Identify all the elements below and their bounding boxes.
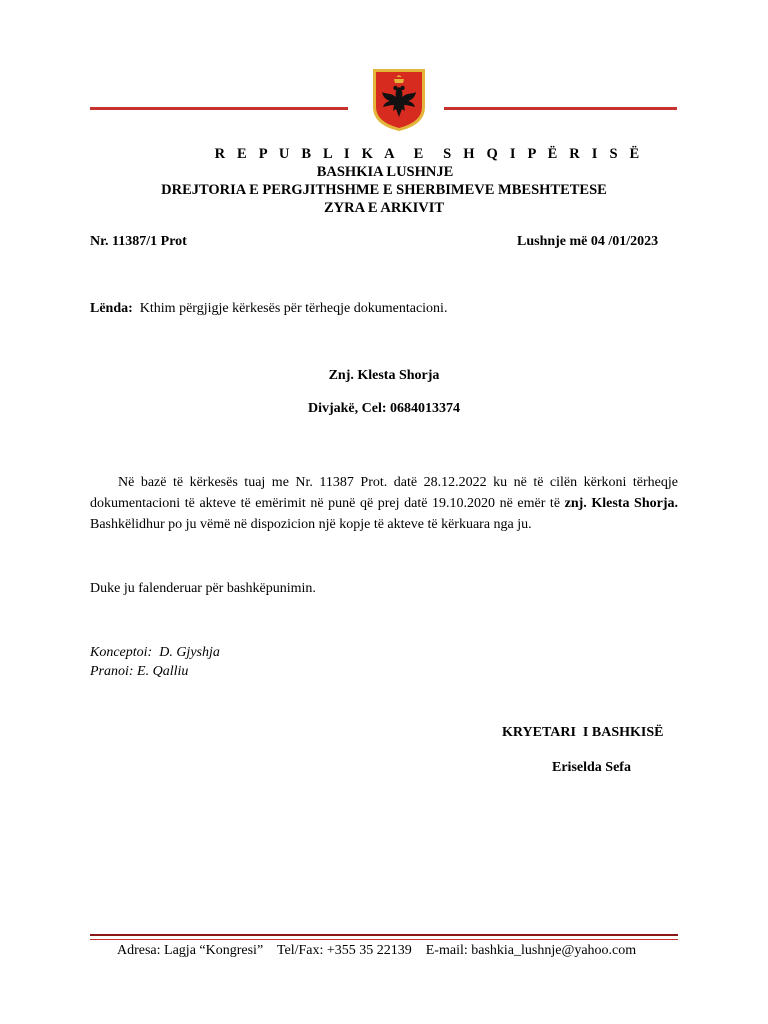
- subject-line: [90, 301, 447, 317]
- header-rule-left: [90, 107, 348, 110]
- body-text-bold: znj. Klesta Shorja.: [564, 496, 678, 511]
- albanian-eagle-emblem-icon: [371, 67, 427, 133]
- subject-text: Kthim përgjigje kërkesës për tërheqje dokumentacioni.: [139, 301, 448, 316]
- office-title: ZYRA E ARKIVIT: [323, 200, 445, 216]
- signature-name: Eriselda Sefa: [552, 760, 631, 775]
- republic-title: R E P U B L I K A E S H Q I P Ë R I S Ë: [214, 146, 644, 162]
- recipient-contact: Divjakë, Cel: 0684013374: [307, 401, 461, 416]
- recipient-name: Znj. Klesta Shorja: [328, 368, 440, 383]
- municipality-title: BASHKIA LUSHNJE: [316, 164, 454, 180]
- closing-line: Duke ju falenderuar për bashkëpunimin.: [90, 581, 316, 596]
- body-text-b: Bashkëlidhur po ju vëmë në dispozicion një kopje të akteve të kërkuara nga ju.: [90, 517, 532, 532]
- footer-address: Adresa: Lagja “Kongresi” Tel/Fax: +355 35 22139 E-mail: bashkia_lushnje@yahoo.com: [117, 943, 637, 958]
- header-rule-right: [444, 107, 677, 110]
- body-paragraph: [90, 472, 678, 535]
- approved-line: Pranoi: E. Qalliu: [90, 664, 189, 679]
- concept-line: Konceptoi: D. Gjyshja: [90, 645, 220, 660]
- signature-title: KRYETARI I BASHKISË: [502, 725, 664, 740]
- footer-rule-bottom: [90, 939, 678, 940]
- body-text-a: Në bazë të kërkesës tuaj me Nr. 11387 Prot. datë 28.12.2022 ku në të cilën kërkoni tërheqje dokumentacioni të akteve të emërimit në punë që prej datë 19.10.2020 në emër të: [90, 475, 678, 511]
- place-date: Lushnje më 04 /01/2023: [517, 234, 659, 249]
- footer-rule-top: [90, 934, 678, 936]
- subject-label: Lënda:: [90, 301, 133, 316]
- directorate-title: DREJTORIA E PERGJITHSHME E SHERBIMEVE MBESHTETESE: [161, 182, 607, 198]
- protocol-number: Nr. 11387/1 Prot: [90, 234, 187, 249]
